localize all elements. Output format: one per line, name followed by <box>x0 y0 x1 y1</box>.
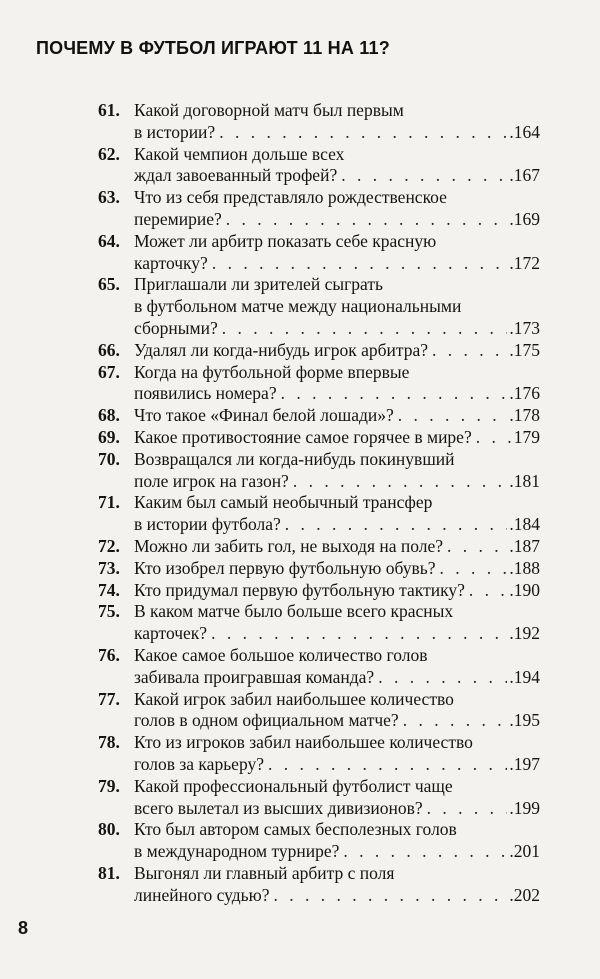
dot-leader <box>341 165 507 187</box>
toc-entry-title: голов в одном официальном матче? <box>134 710 399 731</box>
toc-entry-title: В каком матче было больше всего красных <box>134 601 454 622</box>
dot-leader <box>212 253 508 275</box>
toc-entry <box>98 536 540 558</box>
toc-entry-number: 75. <box>98 601 120 622</box>
toc-entry-page: .176 <box>509 383 540 404</box>
toc-entry-line <box>98 710 540 732</box>
toc-entry-title: всего вылетал из высших дивизионов? <box>134 797 423 818</box>
toc-entry-title: Какой чемпион дольше всех <box>134 143 345 164</box>
toc-entry-number: 79. <box>98 775 120 796</box>
toc-entry <box>98 187 540 231</box>
toc-entry-line <box>98 405 540 427</box>
dot-leader <box>398 405 508 427</box>
dot-leader <box>447 536 507 558</box>
toc-entry-page: .187 <box>509 535 540 556</box>
toc-entry-title: Что из себя представляло рождественское <box>134 187 447 208</box>
toc-entry-line <box>98 885 540 907</box>
dot-leader <box>219 122 507 144</box>
dot-leader <box>469 580 508 602</box>
toc-entry-page: .173 <box>509 317 540 338</box>
dot-leader <box>403 710 508 732</box>
toc-entry-number: 62. <box>98 143 120 164</box>
toc-entry-number: 66. <box>98 339 120 360</box>
toc-entry-title: голов за карьеру? <box>134 753 264 774</box>
toc-entry <box>98 231 540 275</box>
toc-entry-number: 63. <box>98 187 120 208</box>
toc-entry-line <box>98 580 540 602</box>
dot-leader <box>343 841 507 863</box>
dot-leader <box>440 558 508 580</box>
toc-entry <box>98 601 540 645</box>
toc-entry-line <box>98 492 540 514</box>
toc-entry-title: Приглашали ли зрителей сыграть <box>134 274 383 295</box>
toc-entry-line <box>98 536 540 558</box>
toc-entry-line <box>98 558 540 580</box>
toc-entry <box>98 645 540 689</box>
toc-entry-number: 69. <box>98 426 120 447</box>
toc-entry-title: Какое противостояние самое горячее в мире? <box>134 426 472 447</box>
toc-entry-number: 73. <box>98 557 120 578</box>
toc-entry-line <box>98 383 540 405</box>
dot-leader <box>211 623 507 645</box>
toc-entry-title: Кто изобрел первую футбольную обувь? <box>134 557 436 578</box>
toc-entry-line <box>98 514 540 536</box>
toc-entry-page: .175 <box>509 339 540 360</box>
toc-entry <box>98 863 540 907</box>
toc-entry-title: ждал завоеванный трофей? <box>134 165 338 186</box>
toc-entry-line <box>98 601 540 623</box>
toc-entry-title: Что такое «Финал белой лошади»? <box>134 405 394 426</box>
toc-entry <box>98 819 540 863</box>
toc-entry-page: .195 <box>509 710 540 731</box>
toc-entry-title: Может ли арбитр показать себе красную <box>134 230 437 251</box>
toc-entry-line <box>98 732 540 754</box>
toc-entry-title: Кто из игроков забил наибольшее количество <box>134 732 473 753</box>
dot-leader <box>274 885 508 907</box>
toc-entry-line <box>98 667 540 689</box>
toc-entry <box>98 340 540 362</box>
toc-entry-page: .181 <box>509 470 540 491</box>
toc-entry-title: в международном турнире? <box>134 841 340 862</box>
toc-entry-line <box>98 798 540 820</box>
toc-entry-title: Кто придумал первую футбольную тактику? <box>134 579 465 600</box>
toc-entry <box>98 405 540 427</box>
toc-entry-page: .167 <box>509 165 540 186</box>
toc-entry-title: в истории футбола? <box>134 514 281 535</box>
toc-entry-line <box>98 122 540 144</box>
toc-entry <box>98 449 540 493</box>
toc-entry-page: .178 <box>509 405 540 426</box>
dot-leader <box>378 667 507 689</box>
toc-entry-line <box>98 144 540 166</box>
toc-entry-page: 179 <box>513 426 540 447</box>
toc-entry-line <box>98 427 540 449</box>
toc-entry-title: Возвращался ли когда-нибудь покинувший <box>134 448 455 469</box>
toc-entry-line <box>98 340 540 362</box>
toc-entry-number: 72. <box>98 535 120 556</box>
toc-entry-line <box>98 689 540 711</box>
dot-leader <box>432 340 507 362</box>
toc-entry-number: 76. <box>98 644 120 665</box>
toc-entry-page: .194 <box>509 666 540 687</box>
toc-entry-page: .169 <box>509 208 540 229</box>
table-of-contents <box>98 100 540 906</box>
toc-entry-number: 80. <box>98 819 120 840</box>
toc-entry-title: Можно ли забить гол, не выходя на поле? <box>134 535 444 556</box>
toc-entry-title: Какой игрок забил наибольшее количество <box>134 688 454 709</box>
toc-entry-line <box>98 863 540 885</box>
dot-leader <box>285 514 508 536</box>
toc-entry-title: Какой профессиональный футболист чаще <box>134 775 453 796</box>
toc-entry-title: Каким был самый необычный трансфер <box>134 492 433 513</box>
toc-entry-line <box>98 187 540 209</box>
dot-leader <box>293 471 508 493</box>
toc-entry-line <box>98 623 540 645</box>
dot-leader <box>427 798 508 820</box>
toc-entry-title: карточек? <box>134 623 208 644</box>
toc-entry-line <box>98 754 540 776</box>
toc-entry <box>98 427 540 449</box>
toc-entry-line <box>98 231 540 253</box>
toc-entry-number: 77. <box>98 688 120 709</box>
toc-entry <box>98 580 540 602</box>
toc-entry-title: поле игрок на газон? <box>134 470 289 491</box>
toc-entry-number: 68. <box>98 405 120 426</box>
toc-entry-number: 67. <box>98 361 120 382</box>
toc-entry <box>98 362 540 406</box>
toc-entry-number: 71. <box>98 492 120 513</box>
toc-entry-page: .199 <box>509 797 540 818</box>
toc-entry <box>98 689 540 733</box>
toc-entry-title: Удалял ли когда-нибудь игрок арбитра? <box>134 339 429 360</box>
toc-entry-page: .202 <box>509 884 540 905</box>
toc-entry <box>98 100 540 144</box>
toc-entry-page: .197 <box>509 753 540 774</box>
toc-entry-page: .188 <box>509 557 540 578</box>
toc-entry-title: в футбольном матче между национальными <box>134 296 462 317</box>
dot-leader <box>281 383 508 405</box>
toc-entry <box>98 558 540 580</box>
dot-leader <box>226 209 508 231</box>
toc-entry-line <box>98 449 540 471</box>
toc-entry-line <box>98 645 540 667</box>
toc-entry-title: появились номера? <box>134 383 277 404</box>
toc-entry-number: 78. <box>98 732 120 753</box>
toc-entry-title: забивала проигравшая команда? <box>134 666 375 687</box>
toc-entry-line <box>98 165 540 187</box>
toc-entry-page: .164 <box>509 121 540 142</box>
toc-entry-number: 74. <box>98 579 120 600</box>
toc-entry-line <box>98 296 540 318</box>
toc-entry-page: .190 <box>509 579 540 600</box>
toc-entry-line <box>98 209 540 231</box>
toc-entry-title: линейного судью? <box>134 884 270 905</box>
toc-entry-line <box>98 362 540 384</box>
toc-entry-page: .201 <box>509 841 540 862</box>
toc-entry-line <box>98 318 540 340</box>
toc-entry-title: карточку? <box>134 252 208 273</box>
toc-entry-title: сборными? <box>134 317 218 338</box>
toc-entry-number: 81. <box>98 862 120 883</box>
toc-entry-page: .192 <box>509 623 540 644</box>
toc-entry-title: перемирие? <box>134 208 222 229</box>
toc-entry-title: Выгонял ли главный арбитр с поля <box>134 862 395 883</box>
toc-entry-title: Какое самое большое количество голов <box>134 644 428 665</box>
toc-entry-number: 64. <box>98 230 120 251</box>
toc-entry-number: 61. <box>98 100 120 120</box>
toc-entry-number: 70. <box>98 448 120 469</box>
toc-entry-line <box>98 253 540 275</box>
toc-entry-line <box>98 274 540 296</box>
toc-entry-title: Когда на футбольной форме впервые <box>134 361 410 382</box>
toc-entry <box>98 776 540 820</box>
toc-entry-title: в истории? <box>134 121 216 142</box>
toc-entry-page: .172 <box>509 252 540 273</box>
dot-leader <box>476 427 512 449</box>
toc-entry <box>98 492 540 536</box>
toc-entry-line <box>98 841 540 863</box>
toc-entry <box>98 274 540 339</box>
toc-entry <box>98 144 540 188</box>
toc-entry-number: 65. <box>98 274 120 295</box>
dot-leader <box>268 754 507 776</box>
toc-entry-title: Какой договорной матч был первым <box>134 100 404 120</box>
toc-entry-line <box>98 776 540 798</box>
toc-entry-line <box>98 471 540 493</box>
toc-entry-line <box>98 819 540 841</box>
toc-entry <box>98 732 540 776</box>
page-number: 8 <box>18 918 29 938</box>
toc-entry-title: Кто был автором самых бесполезных голов <box>134 819 457 840</box>
dot-leader <box>222 318 508 340</box>
toc-entry-line <box>98 100 540 122</box>
toc-entry-page: .184 <box>509 514 540 535</box>
running-head: ПОЧЕМУ В ФУТБОЛ ИГРАЮТ 11 НА 11? <box>36 38 390 58</box>
